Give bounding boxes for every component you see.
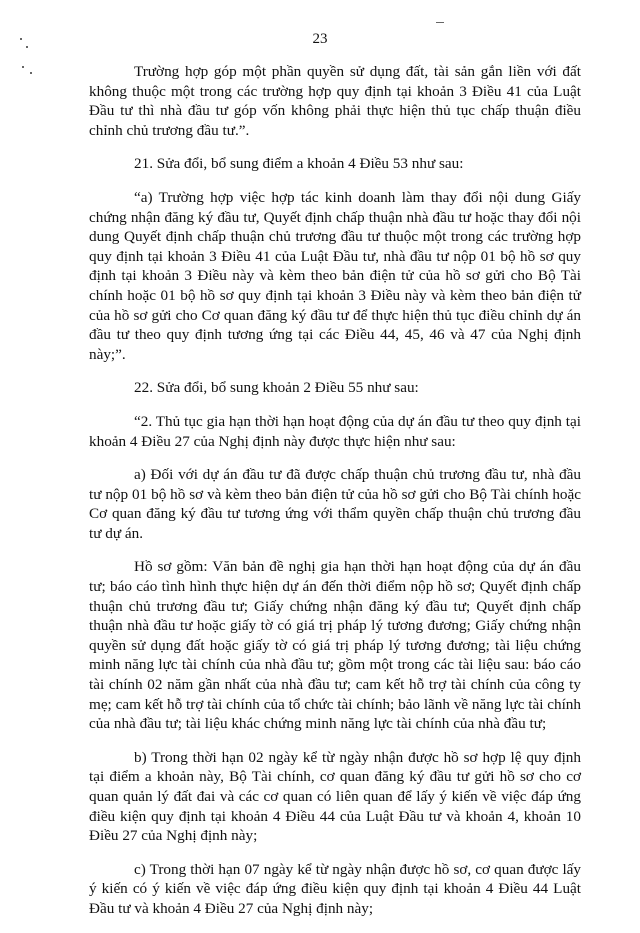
article-heading: 22. Sửa đổi, bổ sung khoản 2 Điều 55 như sau: xyxy=(134,379,419,397)
paragraph: “2. Thủ tục gia hạn thời hạn hoạt động của dự án đầu tư theo quy định tại khoản 4 Điều 27 của Nghị định này được thực hiện như sau: xyxy=(89,412,581,450)
scan-mark xyxy=(436,22,444,23)
paragraph: c) Trong thời hạn 07 ngày kể từ ngày nhận được hồ sơ, cơ quan được lấy ý kiến có ý kiến về việc đáp ứng điều kiện quy định tại khoản 4 Điều 44 Luật Đầu tư và khoản 4 Điều 27 của Nghị định này; xyxy=(89,860,581,917)
paragraph: “a) Trường hợp việc hợp tác kinh doanh làm thay đổi nội dung Giấy chứng nhận đăng ký đầu tư, Quyết định chấp thuận nhà đầu tư hoặc thay đổi nội dung Quyết định chấp thuận chủ trương đầu tư thuộc một trong các trường hợp quy định tại khoản 3 Điều 41 của Luật Đầu tư, nhà đầu tư nộp 01 bộ hồ sơ quy định tại khoản 3 Điều này và kèm theo bản điện tử của hồ sơ gửi cho Bộ Tài chính hoặc 01 bộ hồ sơ quy định tại khoản 3 Điều này và kèm theo bản điện tử của hồ sơ gửi cho Cơ quan đăng ký đầu tư để thực hiện thủ tục điều chỉnh dự án đầu tư theo quy định tương ứng tại các Điều 44, 45, 46 và 47 của Nghị định này;”. xyxy=(89,188,581,363)
paragraph: a) Đối với dự án đầu tư đã được chấp thuận chủ trương đầu tư, nhà đầu tư nộp 01 bộ hồ sơ và kèm theo bản điện tử của hồ sơ gửi cho Bộ Tài chính hoặc Cơ quan đăng ký đầu tư tương ứng với thẩm quyền chấp thuận chủ trương đầu tư dự án. xyxy=(89,466,581,542)
document-body xyxy=(89,62,581,933)
paragraph: Hồ sơ gồm: Văn bản đề nghị gia hạn thời hạn hoạt động của dự án đầu tư; báo cáo tình hình thực hiện dự án đến thời điểm nộp hồ sơ; Quyết định chấp thuận chủ trương đầu tư; Giấy chứng nhận đăng ký đầu tư; Quyết định chấp thuận nhà đầu tư hoặc giấy tờ có giá trị pháp lý tương đương; Giấy chứng nhận quyền sử dụng đất hoặc giấy tờ có giá trị pháp lý tương đương; tài liệu chứng minh năng lực tài chính của nhà đầu tư; gồm một trong các tài liệu sau: báo cáo tài chính 02 năm gần nhất của nhà đầu tư; cam kết hỗ trợ tài chính của công ty mẹ; cam kết hỗ trợ tài chính của tổ chức tài chính; bảo lãnh về năng lực tài chính của nhà đầu tư; tài liệu khác chứng minh năng lực tài chính của nhà đầu tư; xyxy=(89,558,581,733)
page-number: 23 xyxy=(312,31,328,47)
scan-mark xyxy=(30,72,32,74)
paragraph: b) Trong thời hạn 02 ngày kể từ ngày nhận được hồ sơ hợp lệ quy định tại điểm a khoản này, Bộ Tài chính, cơ quan đăng ký đầu tư gửi hồ sơ cho cơ quan quản lý đất đai và các cơ quan có liên quan để lấy ý kiến về việc đáp ứng điều kiện quy định tại khoản 4 Điều 44 của Luật Đầu tư và khoản 4, khoản 10 Điều 27 của Nghị định này; xyxy=(89,748,581,845)
paragraph: Trường hợp góp một phần quyền sử dụng đất, tài sản gắn liền với đất không thuộc một trong các trường hợp quy định tại khoản 3 Điều 41 của Luật Đầu tư thì nhà đầu tư góp vốn không phải thực hiện thủ tục chấp thuận điều chỉnh chủ trương đầu tư.”. xyxy=(89,63,581,139)
article-heading: 21. Sửa đổi, bổ sung điểm a khoản 4 Điều 53 như sau: xyxy=(134,155,464,173)
scan-mark xyxy=(22,66,24,68)
